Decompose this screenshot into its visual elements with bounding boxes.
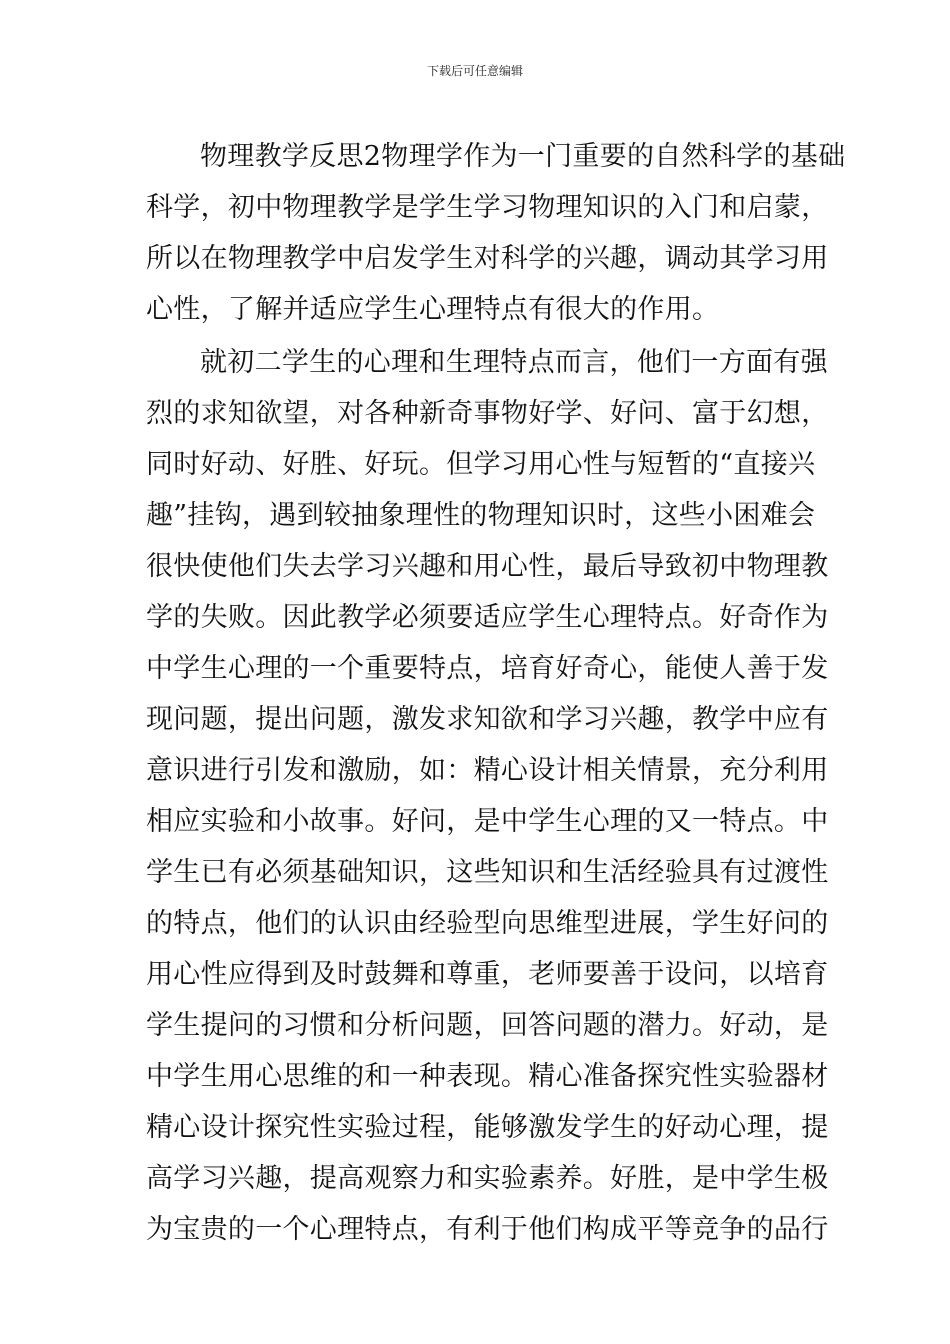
text-line: 用心性应得到及时鼓舞和尊重，老师要善于设问，以培育 [146,959,829,990]
text-line: 趣”挂钩，遇到较抽象理性的物理知识时，这些小困难会 [146,500,816,531]
text-line: 同时好动、好胜、好玩。但学习用心性与短暂的“直接兴 [146,449,816,480]
text-line: 的特点，他们的认识由经验型向思维型进展，学生好问的 [146,908,829,939]
text-line: 学的失败。因此教学必须要适应学生心理特点。好奇作为 [146,602,829,633]
text-line: 心性，了解并适应学生心理特点有很大的作用。 [146,294,720,325]
text-line: 精心设计探究性实验过程，能够激发学生的好动心理，提 [146,1112,829,1143]
text-line: 中学生心理的一个重要特点，培育好奇心，能使人善于发 [146,653,829,684]
paragraph [146,131,846,335]
text-line: 学生提问的习惯和分析问题，回答问题的潜力。好动，是 [146,1010,829,1041]
paragraph [146,337,829,1255]
text-line: 为宝贵的一个心理特点，有利于他们构成平等竞争的品行 [146,1214,829,1245]
text-line: 意识进行引发和激励，如：精心设计相关情景，充分利用 [146,755,829,786]
text-line: 就初二学生的心理和生理特点而言，他们一方面有强 [200,347,828,378]
text-line: 高学习兴趣，提高观察力和实验素养。好胜，是中学生极 [146,1163,829,1194]
text-line: 科学，初中物理教学是学生学习物理知识的入门和启蒙， [146,192,829,223]
text-line: 学生已有必须基础知识，这些知识和生活经验具有过渡性 [146,857,829,888]
text-line: 很快使他们失去学习兴趣和用心性，最后导致初中物理教 [146,551,829,582]
text-line: 物理教学反思2物理学作为一门重要的自然科学的基础 [200,141,846,172]
text-line: 现问题，提出问题，激发求知欲和学习兴趣，教学中应有 [146,704,829,735]
page-header: 下载后可任意编辑 [426,64,523,78]
text-line: 中学生用心思维的和一种表现。精心准备探究性实验器材 [146,1061,829,1092]
text-line: 烈的求知欲望，对各种新奇事物好学、好问、富于幻想， [146,398,829,429]
text-line: 所以在物理教学中启发学生对科学的兴趣，调动其学习用 [146,243,829,274]
text-line: 相应实验和小故事。好问，是中学生心理的又一特点。中 [146,806,829,837]
document-body [146,131,846,1255]
